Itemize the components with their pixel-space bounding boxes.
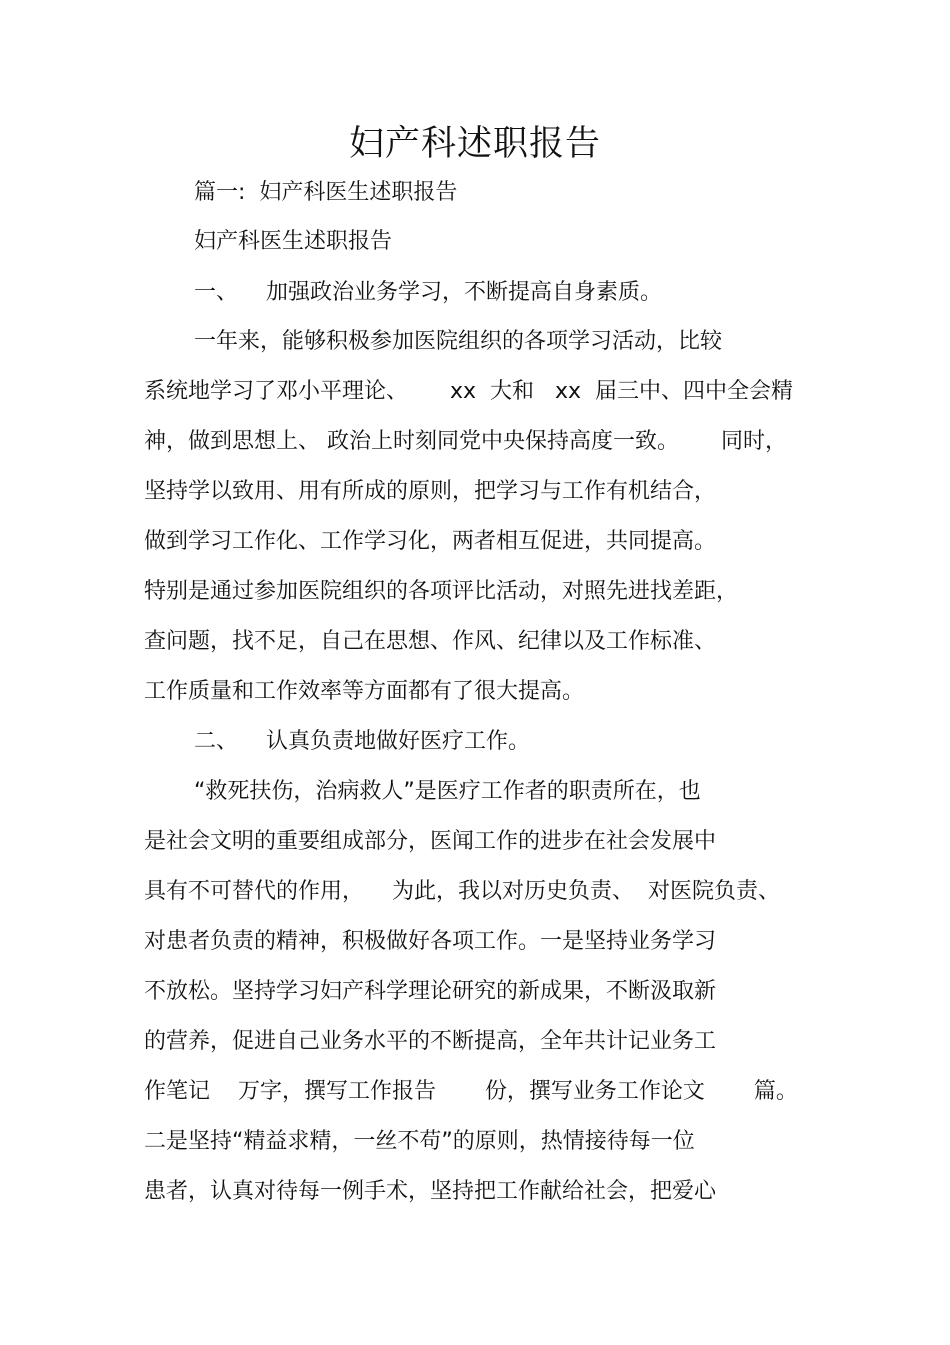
paragraph-line: 具有不可替代的作用， 为此，我以对历史负责、 对医院负责、 [144, 879, 780, 904]
paragraph-line: 特别是通过参加医院组织的各项评比活动，对照先进找差距， [144, 579, 739, 604]
point-heading-1: 一、 加强政治业务学习，不断提高自身素质。 [194, 280, 662, 305]
paragraph-line: 对患者负责的精神，积极做好各项工作。一是坚持业务学习 [144, 929, 717, 954]
subtitle: 妇产科医生述职报告 [194, 229, 393, 254]
paragraph-line: 患者，认真对待每一例手术，坚持把工作献给社会，把爱心 [144, 1179, 717, 1204]
paragraph-line: 一年来，能够积极参加医院组织的各项学习活动，比较 [194, 329, 723, 354]
point-heading-2: 二、 认真负责地做好医疗工作。 [194, 729, 530, 754]
paragraph-line: 是社会文明的重要组成部分，医闻工作的进步在社会发展中 [144, 829, 717, 854]
paragraph-line: 的营养，促进自己业务水平的不断提高，全年共计记业务工 [144, 1029, 717, 1054]
paragraph-line: 工作质量和工作效率等方面都有了很大提高。 [144, 679, 585, 704]
section-heading-1: 篇一: 妇产科医生述职报告 [194, 180, 458, 205]
paragraph-line: 查问题，找不足，自己在思想、作风、纪律以及工作标准、 [144, 629, 717, 654]
document-title: 妇产科述职报告 [348, 124, 601, 164]
paragraph-line: 不放松。坚持学习妇产科学理论研究的新成果，不断汲取新 [144, 979, 717, 1004]
paragraph-line: 做到学习工作化、工作学习化，两者相互促进，共同提高。 [144, 529, 717, 554]
paragraph-line: 作笔记 万字，撰写工作报告 份，撰写业务工作论文 篇。 [144, 1079, 798, 1104]
paragraph-line: 二是坚持“精益求精，一丝不苟”的原则，热情接待每一位 [144, 1129, 695, 1154]
paragraph-line: 系统地学习了邓小平理论、 xx 大和 xx 届三中、四中全会精 [144, 379, 793, 404]
paragraph-line: 坚持学以致用、用有所成的原则，把学习与工作有机结合， [144, 479, 717, 504]
paragraph-line: 神，做到思想上、 政治上时刻同党中央保持高度一致。 同时， [144, 429, 787, 454]
paragraph-line: “救死扶伤，治病救人”是医疗工作者的职责所在，也 [194, 779, 701, 804]
